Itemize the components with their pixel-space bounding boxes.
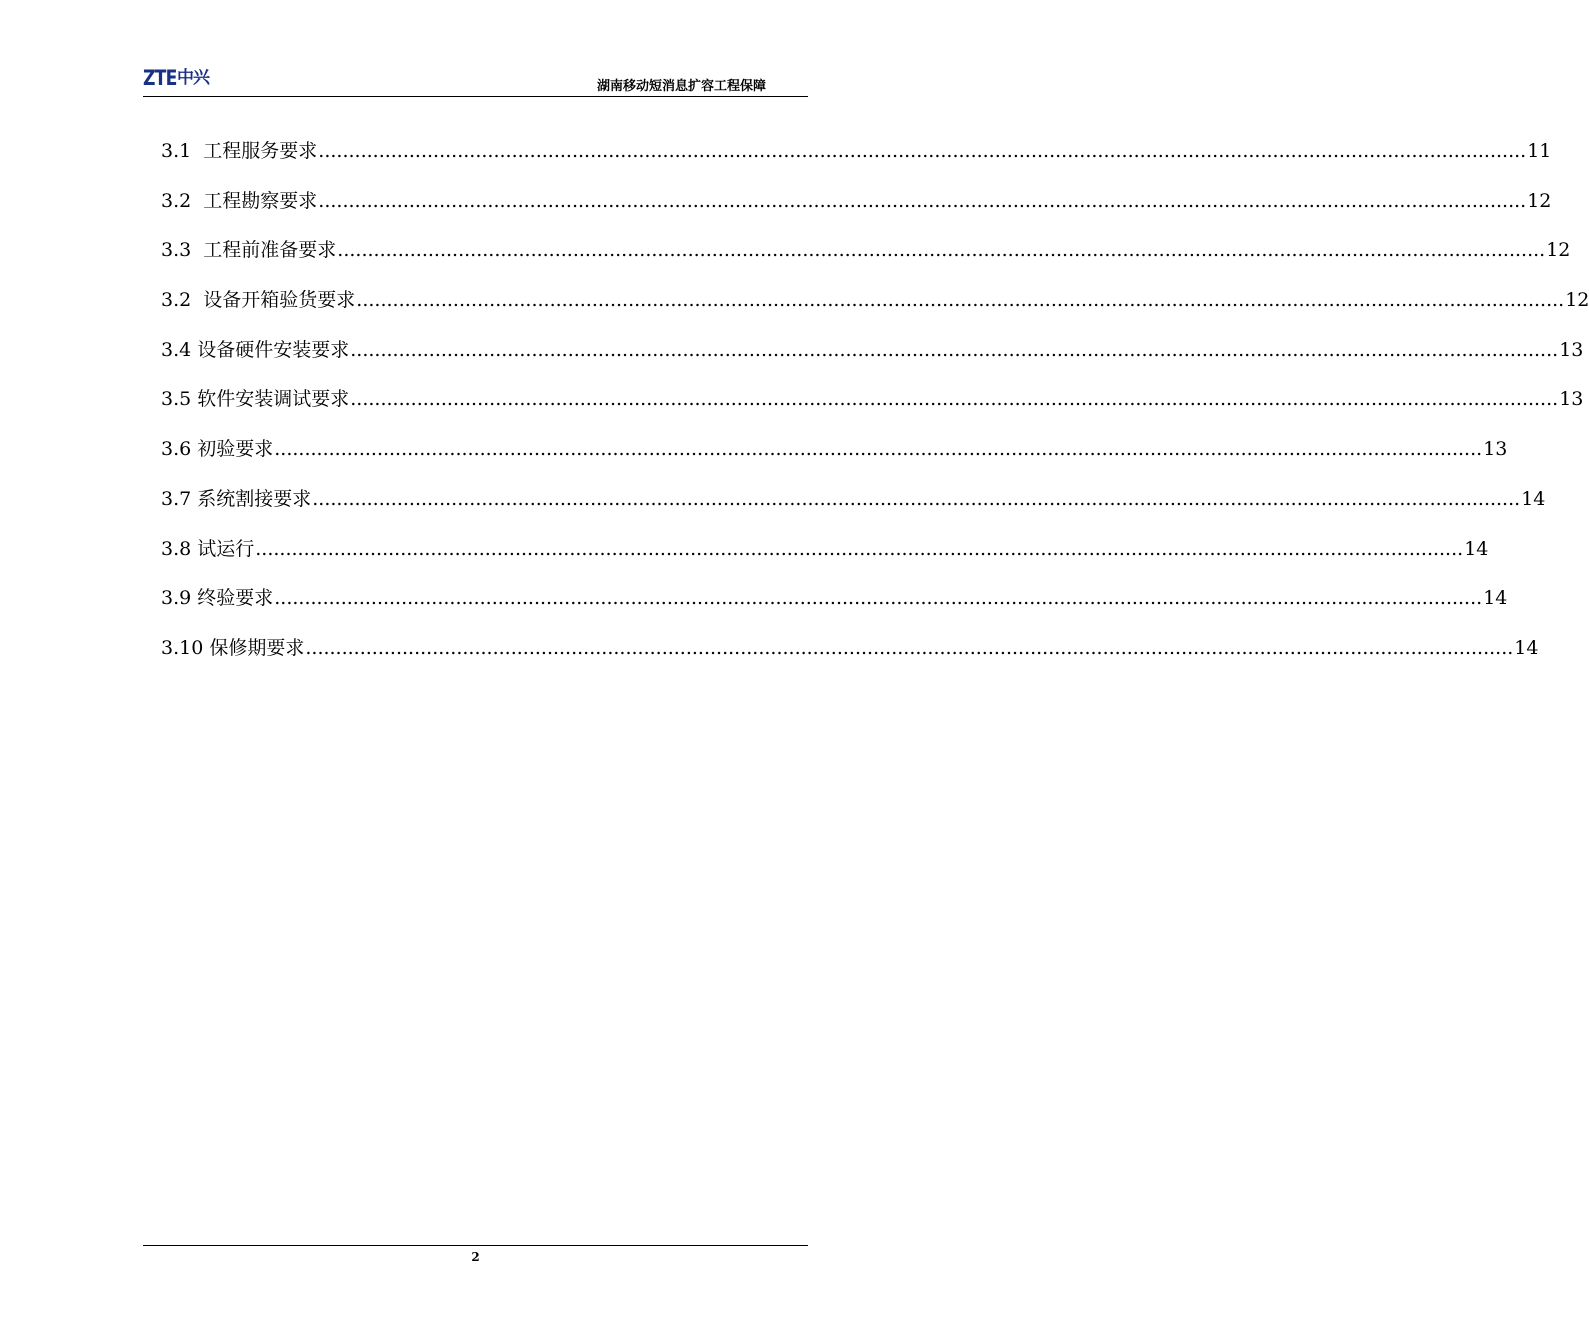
toc-entry[interactable] [161, 435, 1508, 485]
toc-entry-page: 13 [1483, 438, 1508, 461]
toc-entry-label: 3.10 保修期要求 [161, 636, 305, 659]
toc-dot-leader: ........................................................................................................................................................................................................ [318, 189, 1527, 212]
toc-entry[interactable] [161, 187, 1552, 237]
toc-entry-label: 3.5 软件安装调试要求 [161, 388, 350, 411]
toc-dot-leader: ........................................................................................................................................................................................................ [356, 289, 1565, 312]
toc-entry-label: 3.7 系统割接要求 [161, 487, 312, 510]
toc-entry[interactable] [161, 634, 1539, 684]
toc-dot-leader: ........................................................................................................................................................................................................ [274, 587, 1483, 610]
toc-entry-page: 13 [1559, 338, 1584, 361]
toc-dot-leader: ........................................................................................................................................................................................................ [350, 338, 1559, 361]
toc-entry[interactable] [161, 236, 1571, 286]
toc-entry-page: 12 [1527, 189, 1552, 212]
zte-logo [143, 66, 209, 90]
toc-entry[interactable] [161, 336, 1584, 386]
page-footer [143, 1245, 808, 1265]
toc-entry[interactable] [161, 584, 1508, 634]
toc-entry-page: 14 [1464, 537, 1489, 560]
toc-entry-page: 12 [1546, 239, 1571, 262]
toc-entry-page: 14 [1521, 487, 1546, 510]
toc-entry-label: 3.1 工程服务要求 [161, 140, 318, 162]
toc-entry-page: 14 [1514, 636, 1539, 659]
table-of-contents [161, 137, 1589, 684]
toc-entry-page: 14 [1483, 587, 1508, 610]
toc-entry-label: 3.9 终验要求 [161, 587, 274, 610]
toc-dot-leader: ........................................................................................................................................................................................................ [255, 537, 1464, 560]
toc-entry-label: 3.2 工程勘察要求 [161, 189, 318, 212]
toc-entry[interactable] [161, 385, 1584, 435]
toc-entry[interactable] [161, 137, 1552, 187]
page-number: 2 [471, 1250, 480, 1264]
toc-dot-leader: ........................................................................................................................................................................................................ [305, 636, 1514, 659]
toc-entry-page: 11 [1527, 140, 1552, 162]
toc-entry-label: 3.2 设备开箱验货要求 [161, 289, 356, 312]
toc-entry-page: 12 [1565, 289, 1589, 312]
toc-entry-label: 3.4 设备硬件安装要求 [161, 338, 350, 361]
toc-entry-label: 3.8 试运行 [161, 537, 255, 560]
toc-entry[interactable] [161, 535, 1489, 585]
logo-latin-text: ZTE [143, 66, 177, 90]
toc-entry[interactable] [161, 485, 1546, 535]
toc-entry-label: 3.3 工程前准备要求 [161, 239, 337, 262]
toc-dot-leader: ........................................................................................................................................................................................................ [350, 388, 1559, 411]
toc-entry[interactable] [161, 286, 1589, 336]
document-title: 湖南移动短消息扩容工程保障 [596, 79, 766, 94]
toc-dot-leader: ........................................................................................................................................................................................................ [337, 239, 1546, 262]
toc-dot-leader: ........................................................................................................................................................................................................ [312, 487, 1521, 510]
logo-cjk-text: 中兴 [177, 68, 209, 88]
toc-entry-page: 13 [1559, 388, 1584, 411]
toc-dot-leader: ........................................................................................................................................................................................................ [274, 438, 1483, 461]
page-header [143, 66, 808, 97]
toc-entry-label: 3.6 初验要求 [161, 438, 274, 461]
toc-dot-leader: ........................................................................................................................................................................................................ [318, 140, 1527, 162]
